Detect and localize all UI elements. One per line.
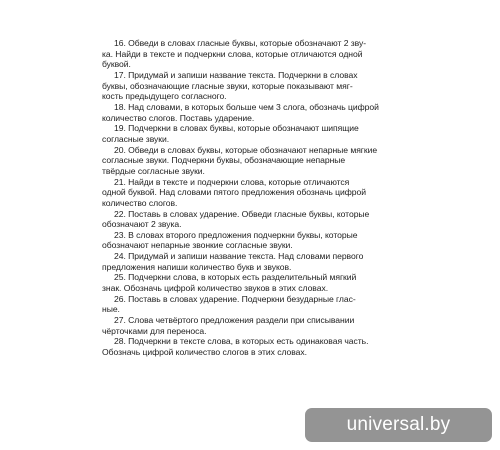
exercise-line: 16. Обведи в словах гласные буквы, которые обозначают 2 зву-: [114, 38, 367, 48]
exercise-line: буквой.: [102, 59, 131, 70]
exercise-line: 21. Найди в тексте и подчеркни слова, которые отличаются: [114, 176, 350, 187]
exercise-line: количество слогов.: [102, 197, 178, 208]
watermark-badge: universal.by: [305, 408, 492, 442]
exercise-line: согласные звуки. Подчеркни буквы, обозначающие непарные: [102, 155, 346, 166]
exercise-line: буквы, обозначающие гласные звуки, которые показывают мяг-: [102, 80, 353, 91]
exercise-line: 19. Подчеркни в словах буквы, которые обозначают шипящие: [114, 123, 359, 134]
exercise-line: согласные звуки.: [102, 133, 170, 144]
exercise-line: 25. Подчеркни слова, в которых есть разделительный мягкий: [114, 272, 357, 283]
exercise-line: обозначают 2 звука.: [102, 219, 182, 230]
exercise-19: [102, 123, 404, 144]
exercise-line: 18. Над словами, в которых больше чем 3 слога, обозначь цифрой: [114, 101, 379, 112]
exercise-23: [102, 230, 404, 251]
exercise-line: 28. Подчеркни в тексте слова, в которых есть одинаковая часть.: [114, 336, 369, 347]
exercise-22: [102, 209, 404, 230]
exercise-18: [102, 102, 404, 123]
exercise-line: количество слогов. Поставь ударение.: [102, 112, 255, 123]
exercise-line: ка. Найди в тексте и подчеркни слова, которые отличаются одной: [102, 48, 363, 59]
exercise-line: 26. Поставь в словах ударение. Подчеркни безударные глас-: [114, 293, 356, 304]
exercise-line: 23. В словах второго предложения подчеркни буквы, которые: [114, 229, 358, 240]
exercise-20: [102, 145, 404, 177]
exercise-line: 24. Придумай и запиши название текста. Над словами первого: [114, 251, 364, 262]
exercise-line: Обозначь цифрой количество слогов в этих словах.: [102, 347, 307, 358]
exercise-28: [102, 336, 404, 357]
exercise-line: знак. Обозначь цифрой количество звуков в этих словах.: [102, 283, 329, 294]
exercise-17: [102, 70, 404, 102]
exercise-25: [102, 272, 404, 293]
exercise-line: одной буквой. Над словами пятого предложения обозначь цифрой: [102, 187, 366, 198]
exercise-line: ные.: [102, 304, 120, 315]
exercise-24: [102, 251, 404, 272]
exercise-21: [102, 177, 404, 209]
exercise-line: 22. Поставь в словах ударение. Обведи гласные буквы, которые: [114, 208, 370, 219]
exercise-line: кость предыдущего согласного.: [102, 91, 227, 102]
exercise-line: 20. Обведи в словах буквы, которые обозначают непарные мягкие: [114, 144, 378, 155]
exercise-line: твёрдые согласные звуки.: [102, 165, 205, 176]
exercise-line: предложения напиши количество букв и звуков.: [102, 261, 292, 272]
exercise-line: 27. Слова четвёртого предложения раздели при списывании: [114, 315, 355, 326]
exercise-line: обозначают непарные звонкие согласные звуки.: [102, 240, 293, 251]
exercise-line: 17. Придумай и запиши название текста. Подчеркни в словах: [114, 69, 358, 80]
exercise-line: чёрточками для переноса.: [102, 325, 207, 336]
exercise-list: [102, 38, 404, 358]
exercise-16: [102, 38, 404, 70]
exercise-27: [102, 315, 404, 336]
exercise-26: [102, 294, 404, 315]
